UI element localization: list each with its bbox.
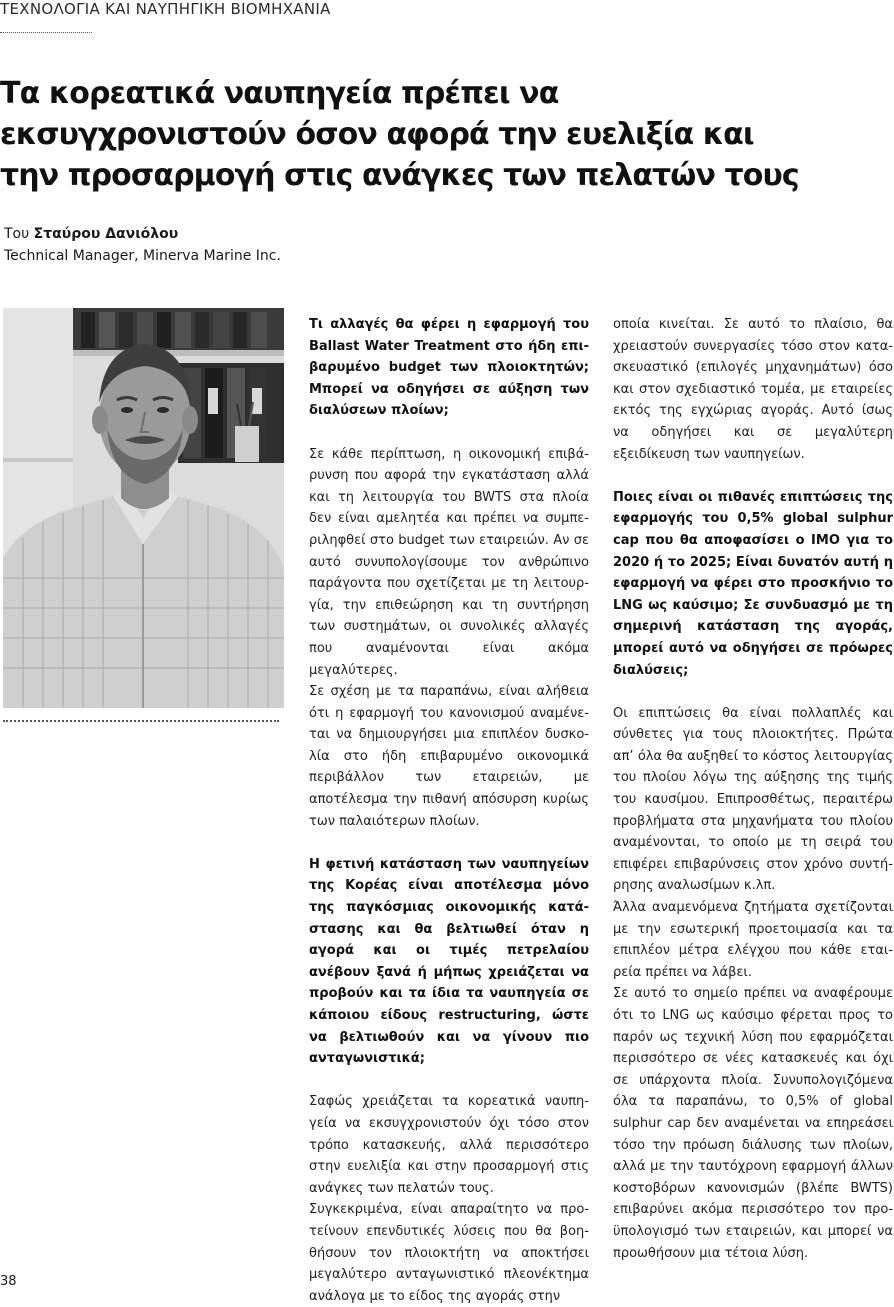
interview-answer: Σε κάθε περίπτωση, η οικονομική επιβάρυνση που αφορά την εγκατάσταση αλλά και τη λειτουργία του BWTS στα πλοία δεν είναι αμελητέα και πρέπει να συμπεριληφθεί στο budget των εταιρειών. Αν σε αυτό συνυπολογίσουμε τον ανθρώπινο παράγοντα που σχετίζεται με τη λειτουργία, την επιθεώρηση και τη συντήρηση των συστημάτων, οι συνολικές αλλαγές που αναμένονται είναι ακόμα μεγαλύτερες. (309, 446, 589, 678)
interview-question: Τι αλλαγές θα φέρει η εφαρμογή του Ballast Water Treatment στο ήδη επιβαρυμένο budget των πλοιοκτητών; Μπορεί να οδηγήσει σε αύξηση των διαλύσεων πλοίων; (309, 317, 589, 419)
interview-answer: Συγκεκριμένα, είναι απαραίτητο να προτείνουν επενδυτικές λύσεις που θα βοηθήσουν τον πλοιοκτήτη να αποκτήσει μεγαλύτερο ανταγωνιστικό πλεονέκτημα ανάλογα με το είδος της αγοράς στην (309, 1202, 589, 1304)
article-title (0, 73, 880, 196)
author-photo (3, 308, 284, 708)
article-column-1 (309, 314, 589, 1307)
interview-question: Ποιες είναι οι πιθανές επιπτώσεις της εφαρμογής του 0,5% global sulphur cap που θα αποφασίσει ο IMO για το 2020 ή το 2025; Είναι δυνατόν αυτή η εφαρμογή να φέρει στο προσκήνιο το LNG ως καύσιμο; Σε συνδυασμό με τη σημερινή κατάσταση της αγοράς, μπορεί αυτό να οδηγήσει σε πρόωρες διαλύσεις; (613, 489, 893, 678)
interview-answer: Σε σχέση με τα παραπάνω, είναι αλήθεια ότι η εφαρμογή του κανονισμού αναμένεται να δημιουργήσει μια επιπλέον δυσκολία στο ήδη επιβαρυμένο οικονομικά περιβάλλον των εταιρειών, με αποτέλεσμα την πιθανή απόσυρση κυρίως των παλαιότερων πλοίων. (309, 684, 589, 829)
author-role: Technical Manager, Minerva Marine Inc. (4, 248, 281, 264)
photo-divider (3, 720, 279, 722)
interview-answer: Σαφώς χρειάζεται τα κορεατικά ναυπηγεία να εκσυγχρονιστούν όχι τόσο στον τρόπο κατασκευής, αλλά περισσότερο στην ευελιξία και στην προσαρμογή στις ανάγκες των πελατών τους. (309, 1094, 589, 1196)
section-label: ΤΕΧΝΟΛΟΓΙΑ ΚΑΙ ΝΑΥΠΗΓΙΚΗ ΒΙΟΜΗΧΑΝΙΑ (0, 0, 331, 18)
title-line: την προσαρμογή στις ανάγκες των πελατών τους (0, 158, 799, 193)
interview-question: Η φετινή κατάσταση των ναυπηγείων της Κορέας είναι αποτέλεσμα μόνο της παγκόσμιας οικονομικής κατάστασης και θα βελτιωθεί όταν η αγορά και οι τιμές πετρελαίου ανέβουν ξανά ή μήπως χρειάζεται να προβούν και τα ίδια τα ναυπηγεία σε κάποιου είδους restructuring, ώστε να βελτιωθούν και να γίνουν πιο ανταγωνιστικά; (309, 856, 589, 1067)
byline-prefix: Του (4, 226, 34, 242)
interview-answer: Άλλα αναμενόμενα ζητήματα σχετίζονται με την εσωτερική προετοιμασία και τα επιπλέον μέτρα ελέγχου που κάθε εταιρεία πρέπει να λάβει. (613, 900, 893, 980)
byline (4, 223, 424, 267)
page-number: 38 (0, 1274, 17, 1289)
interview-answer: Σε αυτό το σημείο πρέπει να αναφέρουμε ότι το LNG ως καύσιμο φέρεται προς το παρόν ως τεχνική λύση που εφαρμόζεται περισσότερο σε νέες κατασκευές και όχι σε υπάρχοντα πλοία. Συνυπολογιζόμενα όλα τα παραπάνω, το 0,5% of global sulphur cap δεν αναμένεται να επηρεάσει τόσο την πρόωση διάλυσης των πλοίων, αλλά με την ταυτόχρονη εφαρμογή άλλων κοστοβόρων κανονισμών (βλέπε BWTS) επιβαρύνει ακόμα περισσότερο τον προϋπολογισμό των εταιρειών, και μπορεί να προωθήσουν μια τέτοια λύση. (613, 986, 893, 1261)
section-divider (0, 32, 92, 33)
title-line: Τα κορεατικά ναυπηγεία πρέπει να (0, 76, 559, 111)
author-name: Σταύρου Δανιόλου (33, 226, 179, 242)
interview-answer: οποία κινείται. Σε αυτό το πλαίσιο, θα χρειαστούν συνεργασίες τόσο στον κατασκευαστικό (επιλογές μηχανημάτων) όσο και στον σχεδιαστικό τομέα, με εταιρείες εκτός της εγχώριας αγοράς. Αυτό ίσως να οδηγήσει και σε μεγαλύτερη εξειδίκευση των ναυπηγείων. (613, 317, 893, 462)
article-column-2 (613, 314, 893, 1264)
interview-answer: Οι επιπτώσεις θα είναι πολλαπλές και σύνθετες για τους πλοιοκτήτες. Πρώτα απ’ όλα θα αυξηθεί το κόστος λειτουργίας του πλοίου λόγω της αύξησης της τιμής του καυσίμου. Επιπροσθέτως, περαιτέρω προβλήματα στα μηχανήματα του πλοίου αναμένονται, το οποίο με τη σειρά του επιφέρει επιβαρύνσεις στον χρόνο συντήρησης αναλωσίμων κ.λπ. (613, 705, 893, 894)
title-line: εκσυγχρονιστούν όσον αφορά την ευελιξία και (0, 117, 754, 152)
